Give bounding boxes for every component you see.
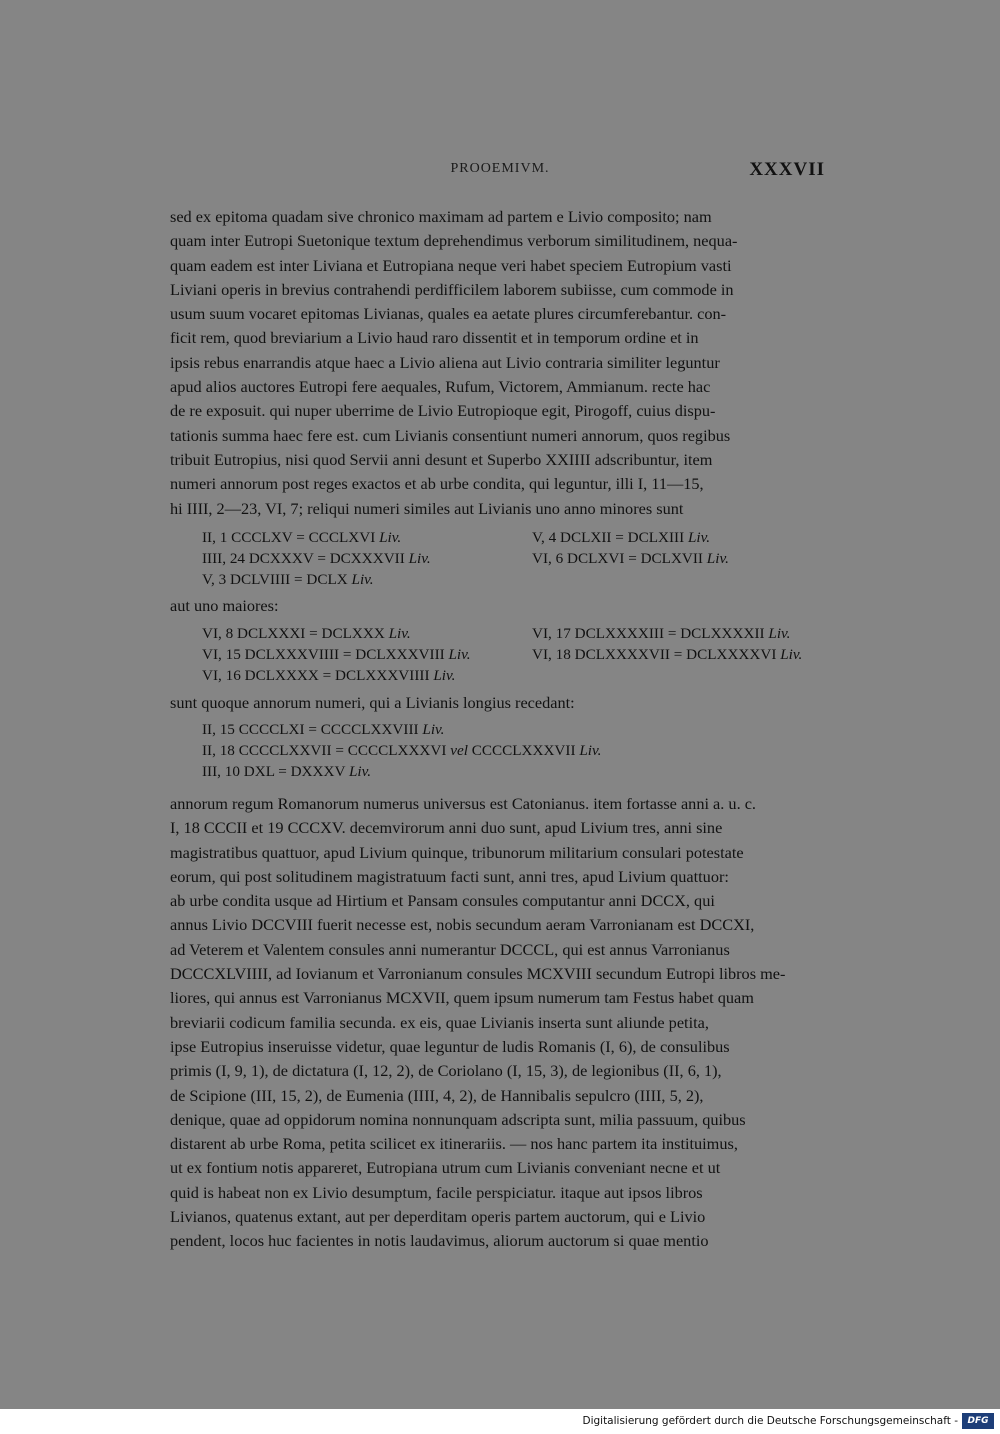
maiores-label: aut uno maiores:: [170, 596, 279, 615]
text-line: primis (I, 9, 1), de dictatura (I, 12, 2), de Coriolano (I, 15, 3), de legionibus (II, 6, 1),: [170, 1061, 722, 1081]
year-comparison-row: IIII, 24 DCXXXV = DCXXXVII Liv.: [202, 550, 431, 567]
text-line: ipsis rebus enarrandis atque haec a Livio aliena aut Livio contraria similiter leguntur: [170, 352, 720, 372]
livius-abbr: Liv.: [379, 529, 402, 546]
livius-abbr: Liv.: [579, 742, 602, 759]
livius-number: DCLXXXXII: [680, 625, 765, 642]
year-comparison-row: II, 15 CCCCLXI = CCCCLXXVIII Liv.: [202, 721, 445, 738]
text-line: annus Livio DCCVIII fuerit necesse est, nobis secundum aeram Varronianam est DCCXI,: [170, 915, 755, 935]
text-line: ficit rem, quod breviarium a Livio haud raro dissentit et in temporum ordine et in: [170, 328, 699, 348]
text-line: breviarii codicum familia secunda. ex eis, quae Livianis inserta sunt aliunde petita,: [170, 1012, 709, 1032]
longius-label: sunt quoque annorum numeri, qui a Livianis longius recedant:: [170, 693, 575, 712]
livius-abbr: Liv.: [348, 763, 372, 780]
text-line: quid is habeat non ex Livio desumptum, facile perspiciatur. itaque aut ipsos libros: [170, 1182, 703, 1202]
text-line: Livianos, quatenus extant, aut per deperditam operis partem auctorum, qui e Livio: [170, 1207, 706, 1227]
reference: IIII, 24: [202, 550, 246, 567]
year-comparison-row: VI, 16 DCLXXXX = DCLXXXVIIII Liv.: [202, 667, 456, 684]
livius-abbr: Liv.: [408, 550, 431, 567]
text-line: eorum, qui post solitudinem magistratuum facti sunt, anni tres, apud Livium quattuor:: [170, 866, 729, 886]
text-line: tationis summa haec fere est. cum Livianis consentiunt numeri annorum, quos regibus: [170, 425, 731, 445]
livius-number: DCXXXVII: [329, 550, 405, 567]
longius-table: [202, 719, 601, 782]
text-line: numeri annorum post reges exactos et ab urbe condita, qui leguntur, illi I, 11—15,: [170, 474, 704, 494]
livius-abbr: Liv.: [433, 667, 456, 684]
maiores-table-right: [532, 623, 802, 665]
livius-abbr: Liv.: [388, 625, 411, 642]
text-line: Liviani operis in brevius contrahendi perdifficilem laborem subiisse, cum commode in: [170, 279, 734, 299]
eutropius-number: DCLXXXVIIII: [244, 646, 340, 663]
year-comparison-row: V, 4 DCLXII = DCLXIII Liv.: [532, 529, 711, 546]
reference: II, 18: [202, 742, 235, 759]
text-line: usum suum vocaret epitomas Livianas, quales ea aetate plures circumferebantur. con-: [170, 304, 727, 324]
reference: VI, 17: [532, 625, 571, 642]
eutropius-number: CCCLXV: [231, 529, 293, 546]
text-line: quam eadem est inter Liviana et Eutropiana neque veri habet speciem Eutropium vasti: [170, 255, 732, 275]
year-comparison-row: VI, 15 DCLXXXVIIII = DCLXXXVIII Liv.: [202, 646, 471, 663]
minores-table-left: [202, 527, 431, 590]
dfg-credit: Digitalisierung gefördert durch die Deutsche Forschungsgemeinschaft -: [582, 1415, 958, 1427]
text-line: tribuit Eutropius, nisi quod Servii anni desunt et Superbo XXIIII adscribuntur, item: [170, 449, 713, 469]
livius-number: DCLXXXXVI: [686, 646, 777, 663]
livius-abbr: Liv.: [687, 529, 711, 546]
eutropius-number: DCLXVI: [567, 550, 625, 567]
livius-number: DCLXVII: [640, 550, 703, 567]
eutropius-number: DXL: [243, 763, 275, 780]
reference: V, 4: [532, 529, 557, 546]
reference: VI, 16: [202, 667, 241, 684]
year-comparison-row: VI, 6 DCLXVI = DCLXVII Liv.: [532, 550, 729, 567]
eutropius-number: DCLXXXXVII: [574, 646, 670, 663]
page-number: XXXVII: [749, 159, 825, 180]
livius-number: CCCCLXXXVI: [347, 742, 447, 759]
running-title: PROOEMIVM.: [450, 161, 550, 176]
year-comparison-row: VI, 18 DCLXXXXVII = DCLXXXXVI Liv.: [532, 646, 803, 663]
livius-abbr: Liv.: [780, 646, 803, 663]
livius-abbr: Liv.: [422, 721, 445, 738]
eutropius-number: CCCCLXXVII: [238, 742, 332, 759]
livius-abbr: Liv.: [351, 571, 374, 588]
text-line: magistratibus quattuor, apud Livium quinque, tribunorum militarium consulari potestate: [170, 842, 744, 862]
year-comparison-row: II, 18 CCCCLXXVII = CCCCLXXXVI vel CCCCLXXXVII Liv.: [202, 742, 602, 759]
text-line: ab urbe condita usque ad Hirtium et Pansam consules computantur anni DCCX, qui: [170, 891, 715, 911]
livius-number: CCCLXVI: [308, 529, 376, 546]
text-line: DCCCXLVIIII, ad Iovianum et Varronianum consules MCXVIII secundum Eutropi libros me-: [170, 964, 786, 984]
text-line: liores, qui annus est Varronianus MCXVII, quem ipsum numerum tam Festus habet quam: [170, 988, 754, 1008]
eutropius-number: DCLXXXX: [244, 667, 319, 684]
minores-table-right: [532, 527, 729, 569]
livius-number: DCLXXXVIIII: [335, 667, 430, 684]
eutropius-number: CCCCLXI: [238, 721, 305, 738]
year-comparison-row: VI, 17 DCLXXXXIII = DCLXXXXII Liv.: [532, 625, 791, 642]
livius-abbr: Liv.: [768, 625, 791, 642]
livius-number-alt: CCCCLXXXVII: [471, 742, 576, 759]
text-line: ipse Eutropius inseruisse videtur, quae leguntur de ludis Romanis (I, 6), de consulibus: [170, 1036, 730, 1056]
livius-abbr: Liv.: [448, 646, 471, 663]
eutropius-number: DCLXII: [560, 529, 612, 546]
text-line: pendent, locos huc facientes in notis laudavimus, aliorum auctorum si quae mentio: [170, 1231, 709, 1251]
text-line: quam inter Eutropi Suetonique textum deprehendimus verborum similitudinem, nequa-: [170, 231, 738, 251]
reference: VI, 8: [202, 625, 234, 642]
reference: II, 1: [202, 529, 228, 546]
text-line: sed ex epitoma quadam sive chronico maximam ad partem e Livio composito; nam: [170, 207, 712, 226]
livius-number: DCLXXXVIII: [355, 646, 445, 663]
year-comparison-row: VI, 8 DCLXXXI = DCLXXX Liv.: [202, 625, 411, 642]
livius-number: DCLX: [306, 571, 348, 588]
reference: VI, 15: [202, 646, 241, 663]
text-line: distarent ab urbe Roma, petita scilicet ex itinerariis. — nos hanc partem ita instituimus,: [170, 1134, 738, 1154]
year-comparison-row: V, 3 DCLVIIII = DCLX Liv.: [202, 571, 374, 588]
paragraph-2: [170, 792, 825, 1254]
livius-abbr: Liv.: [706, 550, 729, 567]
livius-number: DCLXIII: [627, 529, 685, 546]
text-line: annorum regum Romanorum numerus universus est Catonianus. item fortasse anni a. u. c.: [170, 794, 757, 813]
maiores-table-left: [202, 623, 471, 686]
eutropius-number: DCLVIIII: [230, 571, 291, 588]
reference: V, 3: [202, 571, 227, 588]
paragraph-1: [170, 205, 825, 521]
text-line: denique, quae ad oppidorum nomina nonnunquam adscripta sunt, milia passuum, quibus: [170, 1109, 746, 1129]
footer-bar: [0, 1409, 1000, 1434]
year-comparison-row: II, 1 CCCLXV = CCCLXVI Liv.: [202, 529, 402, 546]
text-line: I, 18 CCCII et 19 CCCXV. decemvirorum anni duo sunt, apud Livium tres, anni sine: [170, 818, 723, 838]
text-line: apud alios auctores Eutropi fere aequales, Rufum, Victorem, Ammianum. recte hac: [170, 377, 711, 397]
eutropius-number: DCLXXXXIII: [574, 625, 665, 642]
text-line: ut ex fontium notis appareret, Eutropiana utrum cum Livianis conveniant necne et ut: [170, 1158, 721, 1178]
eutropius-number: DCXXXV: [248, 550, 314, 567]
livius-number: CCCCLXXVIII: [320, 721, 419, 738]
livius-number: DXXXV: [290, 763, 346, 780]
eutropius-number: DCLXXXI: [237, 625, 306, 642]
reference: VI, 6: [532, 550, 564, 567]
reference: III, 10: [202, 763, 240, 780]
text-line: de re exposuit. qui nuper uberrime de Livio Eutropioque egit, Pirogoff, cuius dispu-: [170, 401, 716, 421]
livius-number: DCLXXX: [321, 625, 385, 642]
text-line: ad Veterem et Valentem consules anni numerantur DCCCL, qui est annus Varronianus: [170, 939, 730, 959]
reference: VI, 18: [532, 646, 571, 663]
year-comparison-row: III, 10 DXL = DXXXV Liv.: [202, 763, 372, 780]
reference: II, 15: [202, 721, 235, 738]
dfg-logo: DFG: [962, 1413, 994, 1429]
text-line: hi IIII, 2—23, VI, 7; reliqui numeri similes aut Livianis uno anno minores sunt: [170, 498, 684, 518]
vel-word: vel: [450, 742, 468, 759]
text-line: de Scipione (III, 15, 2), de Eumenia (IIII, 4, 2), de Hannibalis sepulcro (IIII, 5, 2),: [170, 1085, 704, 1105]
